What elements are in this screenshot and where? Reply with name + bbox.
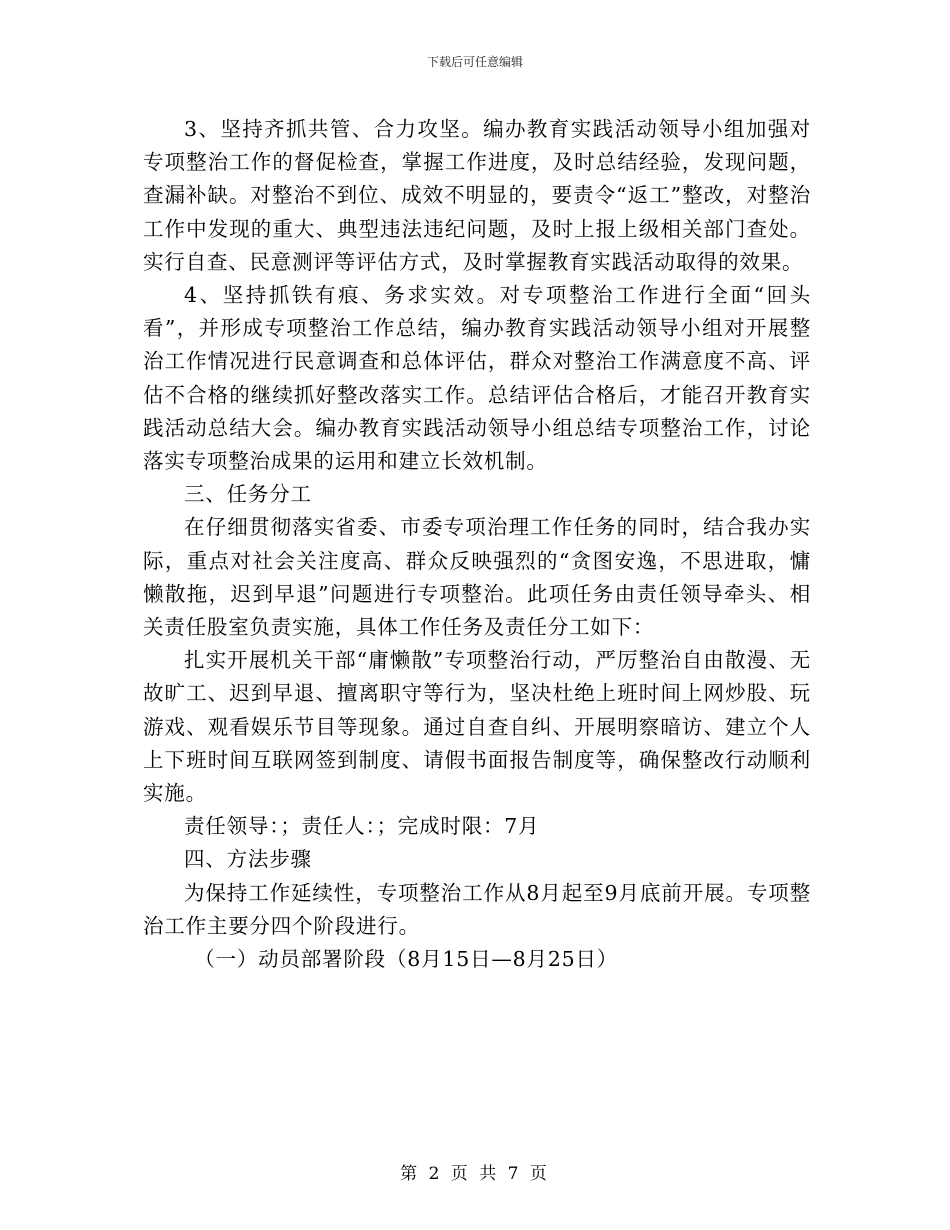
paragraph-responsibility: 责任领导：；责任人：；完成时限：7月 — [184, 814, 540, 839]
section-heading-task-division: 三、任务分工 — [184, 482, 312, 507]
paragraph-point-3: 3、坚持齐抓共管、合力攻坚。编办教育实践活动领导小组加强对专项整治工作的督促检查，掌握工作进度，及时总结经验，发现问题，查漏补缺。对整治不到位、成效不明显的，要责令“返工”整改，对整治工作中发现的重大、典型违法违纪问题，及时上报上级相关部门查处。实行自查、民意测评等评估方式，及时掌握教育实践活动取得的效果。 — [143, 117, 811, 274]
document-body — [143, 113, 811, 976]
page-number: 第 2 页 共 7 页 — [400, 1164, 550, 1184]
page-header: 下载后可任意编辑 — [426, 55, 523, 69]
paragraph-task-overview: 在仔细贯彻落实省委、市委专项治理工作任务的同时，结合我办实际，重点对社会关注度高、群众反映强烈的“贪图安逸，不思进取，慵懒散拖，迟到早退”问题进行专项整治。此项任务由责任领导牵头、相关责任股室负责实施，具体工作任务及责任分工如下： — [143, 515, 811, 640]
paragraph-schedule: 为保持工作延续性，专项整治工作从8月起至9月底前开展。专项整治工作主要分四个阶段进行。 — [143, 880, 811, 938]
subheading-mobilization-phase: （一）动员部署阶段（8月15日—8月25日） — [194, 947, 619, 972]
section-heading-method-steps: 四、方法步骤 — [184, 847, 312, 872]
paragraph-rectification-action: 扎实开展机关干部“庸懒散”专项整治行动，严厉整治自由散漫、无故旷工、迟到早退、擅离职守等行为，坚决杜绝上班时间上网炒股、玩游戏、观看娱乐节目等现象。通过自查自纠、开展明察暗访、建立个人上下班时间互联网签到制度、请假书面报告制度等，确保整改行动顺利实施。 — [143, 648, 811, 806]
paragraph-point-4: 4、坚持抓铁有痕、务求实效。对专项整治工作进行全面“回头看”，并形成专项整治工作总结，编办教育实践活动领导小组对开展整治工作情况进行民意调查和总体评估，群众对整治工作满意度不高、评估不合格的继续抓好整改落实工作。总结评估合格后，才能召开教育实践活动总结大会。编办教育实践活动领导小组总结专项整治工作，讨论落实专项整治成果的运用和建立长效机制。 — [143, 283, 811, 474]
